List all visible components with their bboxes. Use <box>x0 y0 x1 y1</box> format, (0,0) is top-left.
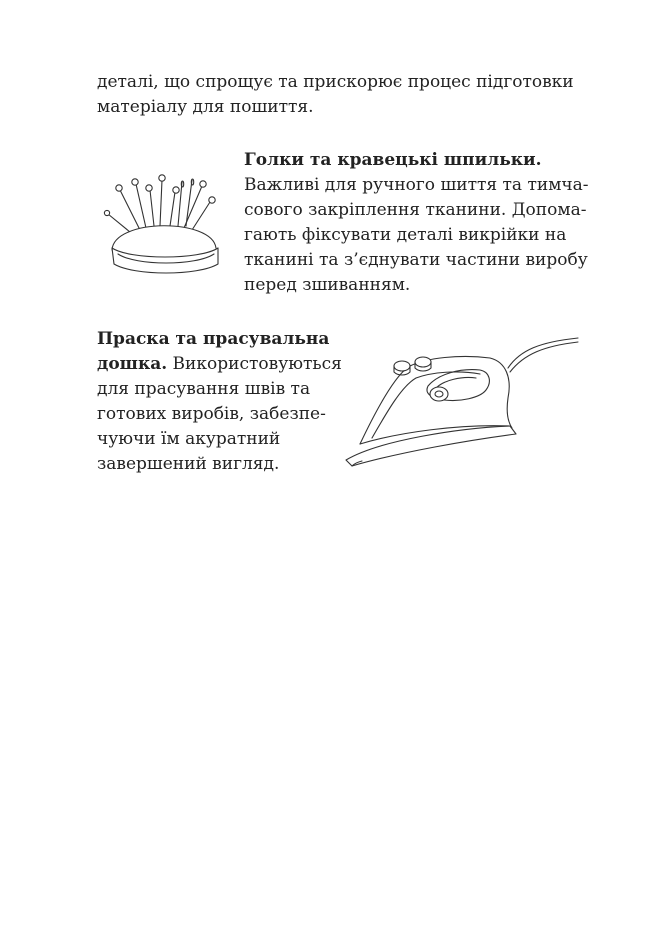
iron-line-4: завершений вигляд. <box>97 454 280 474</box>
iron-title-line-1: Праска та прасувальна <box>97 329 330 349</box>
pins-title: Голки та кравецькі шпильки. <box>244 150 542 170</box>
intro-line-1: деталі, що спрощує та прискорює процес підготовки <box>97 72 574 92</box>
iron-paragraph <box>97 327 342 477</box>
iron-line-1: для прасування швів та <box>97 379 311 399</box>
iron-title-line-2: дошка. Використовуються <box>97 354 342 374</box>
pins-paragraph <box>244 148 589 298</box>
pins-line-4: тканині та з’єднувати частини виробу <box>244 250 588 270</box>
pins-line-3: гають фіксувати деталі викрійки на <box>244 225 567 245</box>
pins-line-5: перед зшиванням. <box>244 275 411 295</box>
iron-line-3: чуючи їм акуратний <box>97 429 281 449</box>
pincushion-icon <box>100 168 230 278</box>
pins-line-2: сового закріплення тканини. Допома- <box>244 200 587 220</box>
iron-icon <box>340 328 580 478</box>
intro-line-2: матеріалу для пошиття. <box>97 97 314 117</box>
iron-line-2: готових виробів, забезпе- <box>97 404 326 424</box>
pins-line-1: Важливі для ручного шиття та тимча- <box>244 175 589 195</box>
intro-paragraph <box>97 70 574 120</box>
